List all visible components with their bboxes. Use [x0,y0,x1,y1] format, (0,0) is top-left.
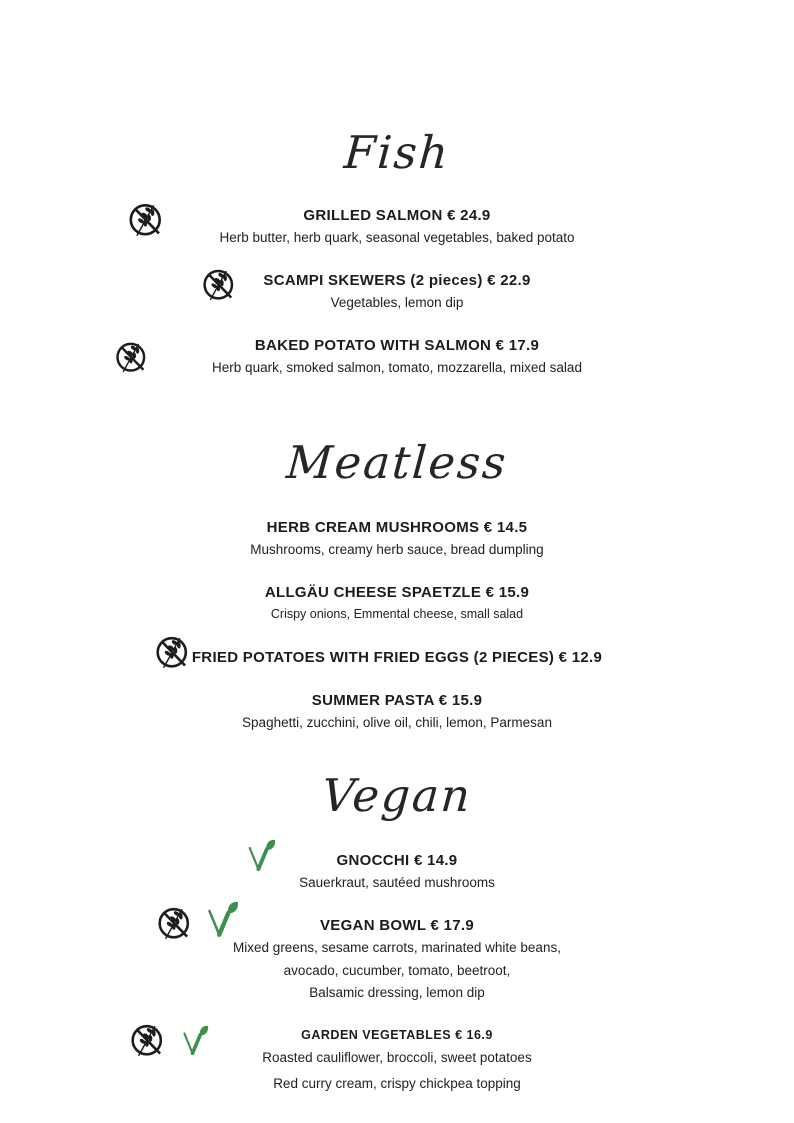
menu-item-grilled-salmon [0,206,794,248]
item-title: ALLGÄU CHEESE SPAETZLE € 15.9 [264,584,530,601]
item-description: Mixed greens, sesame carrots, marinated white beans, [233,940,561,955]
section-vegan [0,769,794,1095]
item-title: FRIED POTATOES WITH FRIED EGGS (2 PIECES) € 12.9 [191,649,603,666]
item-title: GNOCCHI € 14.9 [336,852,458,869]
vegan-icon [244,838,276,874]
gluten-free-icon [201,266,237,302]
item-title: BAKED POTATO WITH SALMON € 17.9 [254,337,540,354]
section-heading-vegan: Vegan [320,769,474,822]
item-description: Roasted cauliflower, broccoli, sweet potatoes [262,1049,532,1065]
vegan-icon [179,1023,209,1059]
menu-item-gnocchi [0,851,794,893]
section-heading-meatless: Meatless [284,436,510,489]
item-description: Crispy onions, Emmental cheese, small salad [270,607,524,621]
menu-item-fried-potatoes-eggs [0,648,794,668]
menu-item-garden-vegetables [0,1027,794,1095]
item-description: Vegetables, lemon dip [330,295,464,310]
item-description: Herb butter, herb quark, seasonal vegetables, baked potato [219,230,575,245]
item-title: GRILLED SALMON € 24.9 [303,207,491,224]
item-title: SUMMER PASTA € 15.9 [311,692,483,709]
item-description: Spaghetti, zucchini, olive oil, chili, lemon, Parmesan [242,715,552,730]
item-description: Red curry cream, crispy chickpea topping [273,1075,521,1091]
menu-item-herb-cream-mushrooms [0,518,794,560]
gluten-free-icon [156,904,193,941]
section-fish [0,126,794,378]
menu-item-baked-potato-salmon [0,336,794,378]
item-description: avocado, cucumber, tomato, beetroot, [283,962,511,978]
gluten-free-icon [114,339,149,374]
item-description: Balsamic dressing, lemon dip [309,985,485,1000]
item-description: Sauerkraut, sautéed mushrooms [299,875,495,890]
gluten-free-icon [154,633,191,670]
menu-item-summer-pasta [0,691,794,733]
gluten-free-icon [127,200,165,238]
item-description: Mushrooms, creamy herb sauce, bread dumpling [250,542,544,557]
section-heading-fish: Fish [342,126,452,179]
menu-item-vegan-bowl [0,916,794,1004]
item-title: SCAMPI SKEWERS (2 pieces) € 22.9 [263,272,531,289]
vegan-icon [203,899,239,941]
section-meatless [0,436,794,733]
menu-item-scampi-skewers [0,271,794,313]
menu-item-allgau-cheese-spaetzle [0,583,794,625]
item-title: HERB CREAM MUSHROOMS € 14.5 [266,519,528,536]
item-description: Herb quark, smoked salmon, tomato, mozzarella, mixed salad [212,360,582,375]
item-title: VEGAN BOWL € 17.9 [319,917,475,934]
gluten-free-icon [129,1021,166,1058]
item-title: GARDEN VEGETABLES € 16.9 [301,1027,493,1042]
